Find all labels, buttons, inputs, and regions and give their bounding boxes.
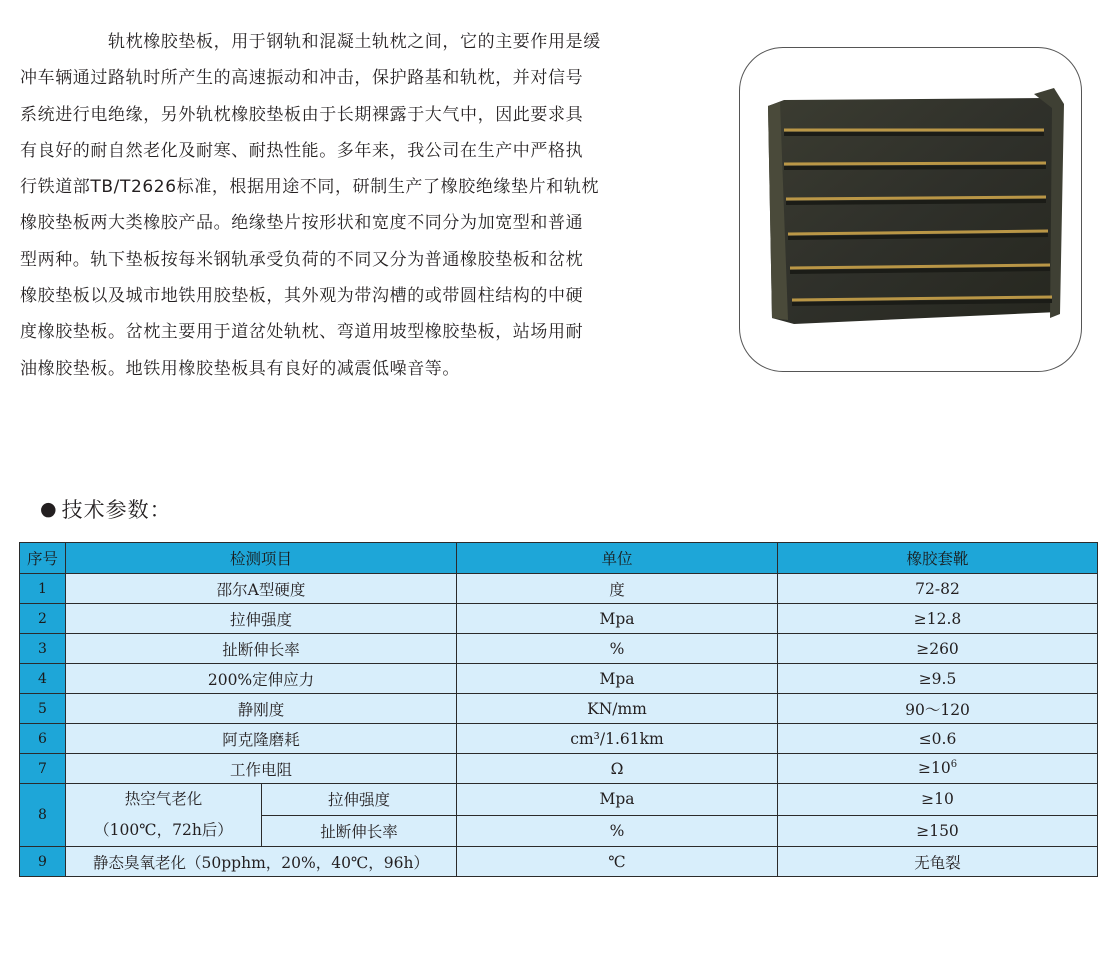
row-value: ≥12.8	[778, 604, 1098, 634]
intro-line: 系统进行电绝缘，另外轨枕橡胶垫板由于长期裸露于大气中，因此要求具	[20, 104, 584, 125]
table-row	[20, 574, 1098, 604]
table-row	[20, 664, 1098, 694]
rubber-rail-pad-photo	[754, 78, 1070, 346]
row-unit: Mpa	[457, 784, 778, 816]
row-item: 扯断伸长率	[66, 634, 457, 664]
table-row	[20, 784, 1098, 816]
row-value: ≤0.6	[778, 724, 1098, 754]
row-unit: Mpa	[457, 604, 778, 634]
table-row	[20, 754, 1098, 784]
intro-line: 型两种。轨下垫板按每米钢轨承受负荷的不同又分为普通橡胶垫板和岔枕	[20, 249, 584, 270]
intro-line: 冲车辆通过路轨时所产生的高速振动和冲击，保护路基和轨枕，并对信号	[20, 68, 584, 89]
row-no: 4	[20, 664, 66, 694]
row-item: 静刚度	[66, 694, 457, 724]
row-sub-item: 扯断伸长率	[262, 815, 457, 847]
value-base: ≥10	[917, 759, 951, 778]
row-item: 阿克隆磨耗	[66, 724, 457, 754]
row-value: 90～120	[778, 694, 1098, 724]
row-no: 1	[20, 574, 66, 604]
product-photo-frame	[739, 47, 1082, 372]
row-item: 拉伸强度	[66, 604, 457, 634]
row-no: 3	[20, 634, 66, 664]
row-item: 200%定伸应力	[66, 664, 457, 694]
spec-table	[19, 542, 1098, 877]
row-item: 静态臭氧老化（50pphm，20%，40℃，96h）	[66, 847, 457, 877]
row-unit: %	[457, 815, 778, 847]
row-unit: KN/mm	[457, 694, 778, 724]
row-no: 8	[20, 784, 66, 847]
intro-line: 轨枕橡胶垫板，用于钢轨和混凝土轨枕之间，它的主要作用是缓	[108, 32, 601, 52]
row-unit: %	[457, 634, 778, 664]
group-line-1: 热空气老化	[124, 790, 203, 808]
row-value: 72-82	[778, 574, 1098, 604]
row-no: 6	[20, 724, 66, 754]
section-title	[40, 494, 172, 524]
table-row	[20, 604, 1098, 634]
intro-line: 有良好的耐自然老化及耐寒、耐热性能。多年来，我公司在生产中严格执	[20, 140, 584, 161]
row-no: 7	[20, 754, 66, 784]
row-item: 邵尔A型硬度	[66, 574, 457, 604]
header-value: 橡胶套靴	[778, 543, 1098, 574]
table-row	[20, 724, 1098, 754]
row-unit: ℃	[457, 847, 778, 877]
intro-line: 行铁道部TB/T2626标准，根据用途不同，研制生产了橡胶绝缘垫片和轨枕	[20, 177, 600, 198]
bullet-icon: ●	[40, 498, 58, 520]
intro-line: 油橡胶垫板。地铁用橡胶垫板具有良好的减震低噪音等。	[20, 358, 460, 379]
header-unit: 单位	[457, 543, 778, 574]
table-row	[20, 694, 1098, 724]
intro-line: 橡胶垫板两大类橡胶产品。绝缘垫片按形状和宽度不同分为加宽型和普通	[20, 213, 584, 234]
table-header-row	[20, 543, 1098, 574]
row-unit: Mpa	[457, 664, 778, 694]
section-title-text: 技术参数：	[61, 498, 172, 522]
row-unit: 度	[457, 574, 778, 604]
row-value: 无龟裂	[778, 847, 1098, 877]
header-no: 序号	[20, 543, 66, 574]
row-sub-item: 拉伸强度	[262, 784, 457, 816]
row-value: ≥10	[778, 784, 1098, 816]
row-value	[778, 754, 1098, 784]
table-row	[20, 634, 1098, 664]
row-no: 5	[20, 694, 66, 724]
group-line-2: （100℃，72h后）	[94, 821, 233, 839]
row-value: ≥9.5	[778, 664, 1098, 694]
value-exponent: 6	[950, 759, 958, 771]
row-group-item	[66, 784, 262, 847]
row-unit: cm³/1.61km	[457, 724, 778, 754]
row-value: ≥260	[778, 634, 1098, 664]
row-no: 2	[20, 604, 66, 634]
row-unit: Ω	[457, 754, 778, 784]
intro-line: 度橡胶垫板。岔枕主要用于道岔处轨枕、弯道用坡型橡胶垫板，站场用耐	[20, 322, 584, 343]
row-no: 9	[20, 847, 66, 877]
intro-line: 橡胶垫板以及城市地铁用胶垫板，其外观为带沟槽的或带圆柱结构的中硬	[20, 286, 584, 307]
table-row	[20, 847, 1098, 877]
intro-paragraph	[20, 24, 704, 387]
row-item: 工作电阻	[66, 754, 457, 784]
row-value: ≥150	[778, 815, 1098, 847]
header-item: 检测项目	[66, 543, 457, 574]
